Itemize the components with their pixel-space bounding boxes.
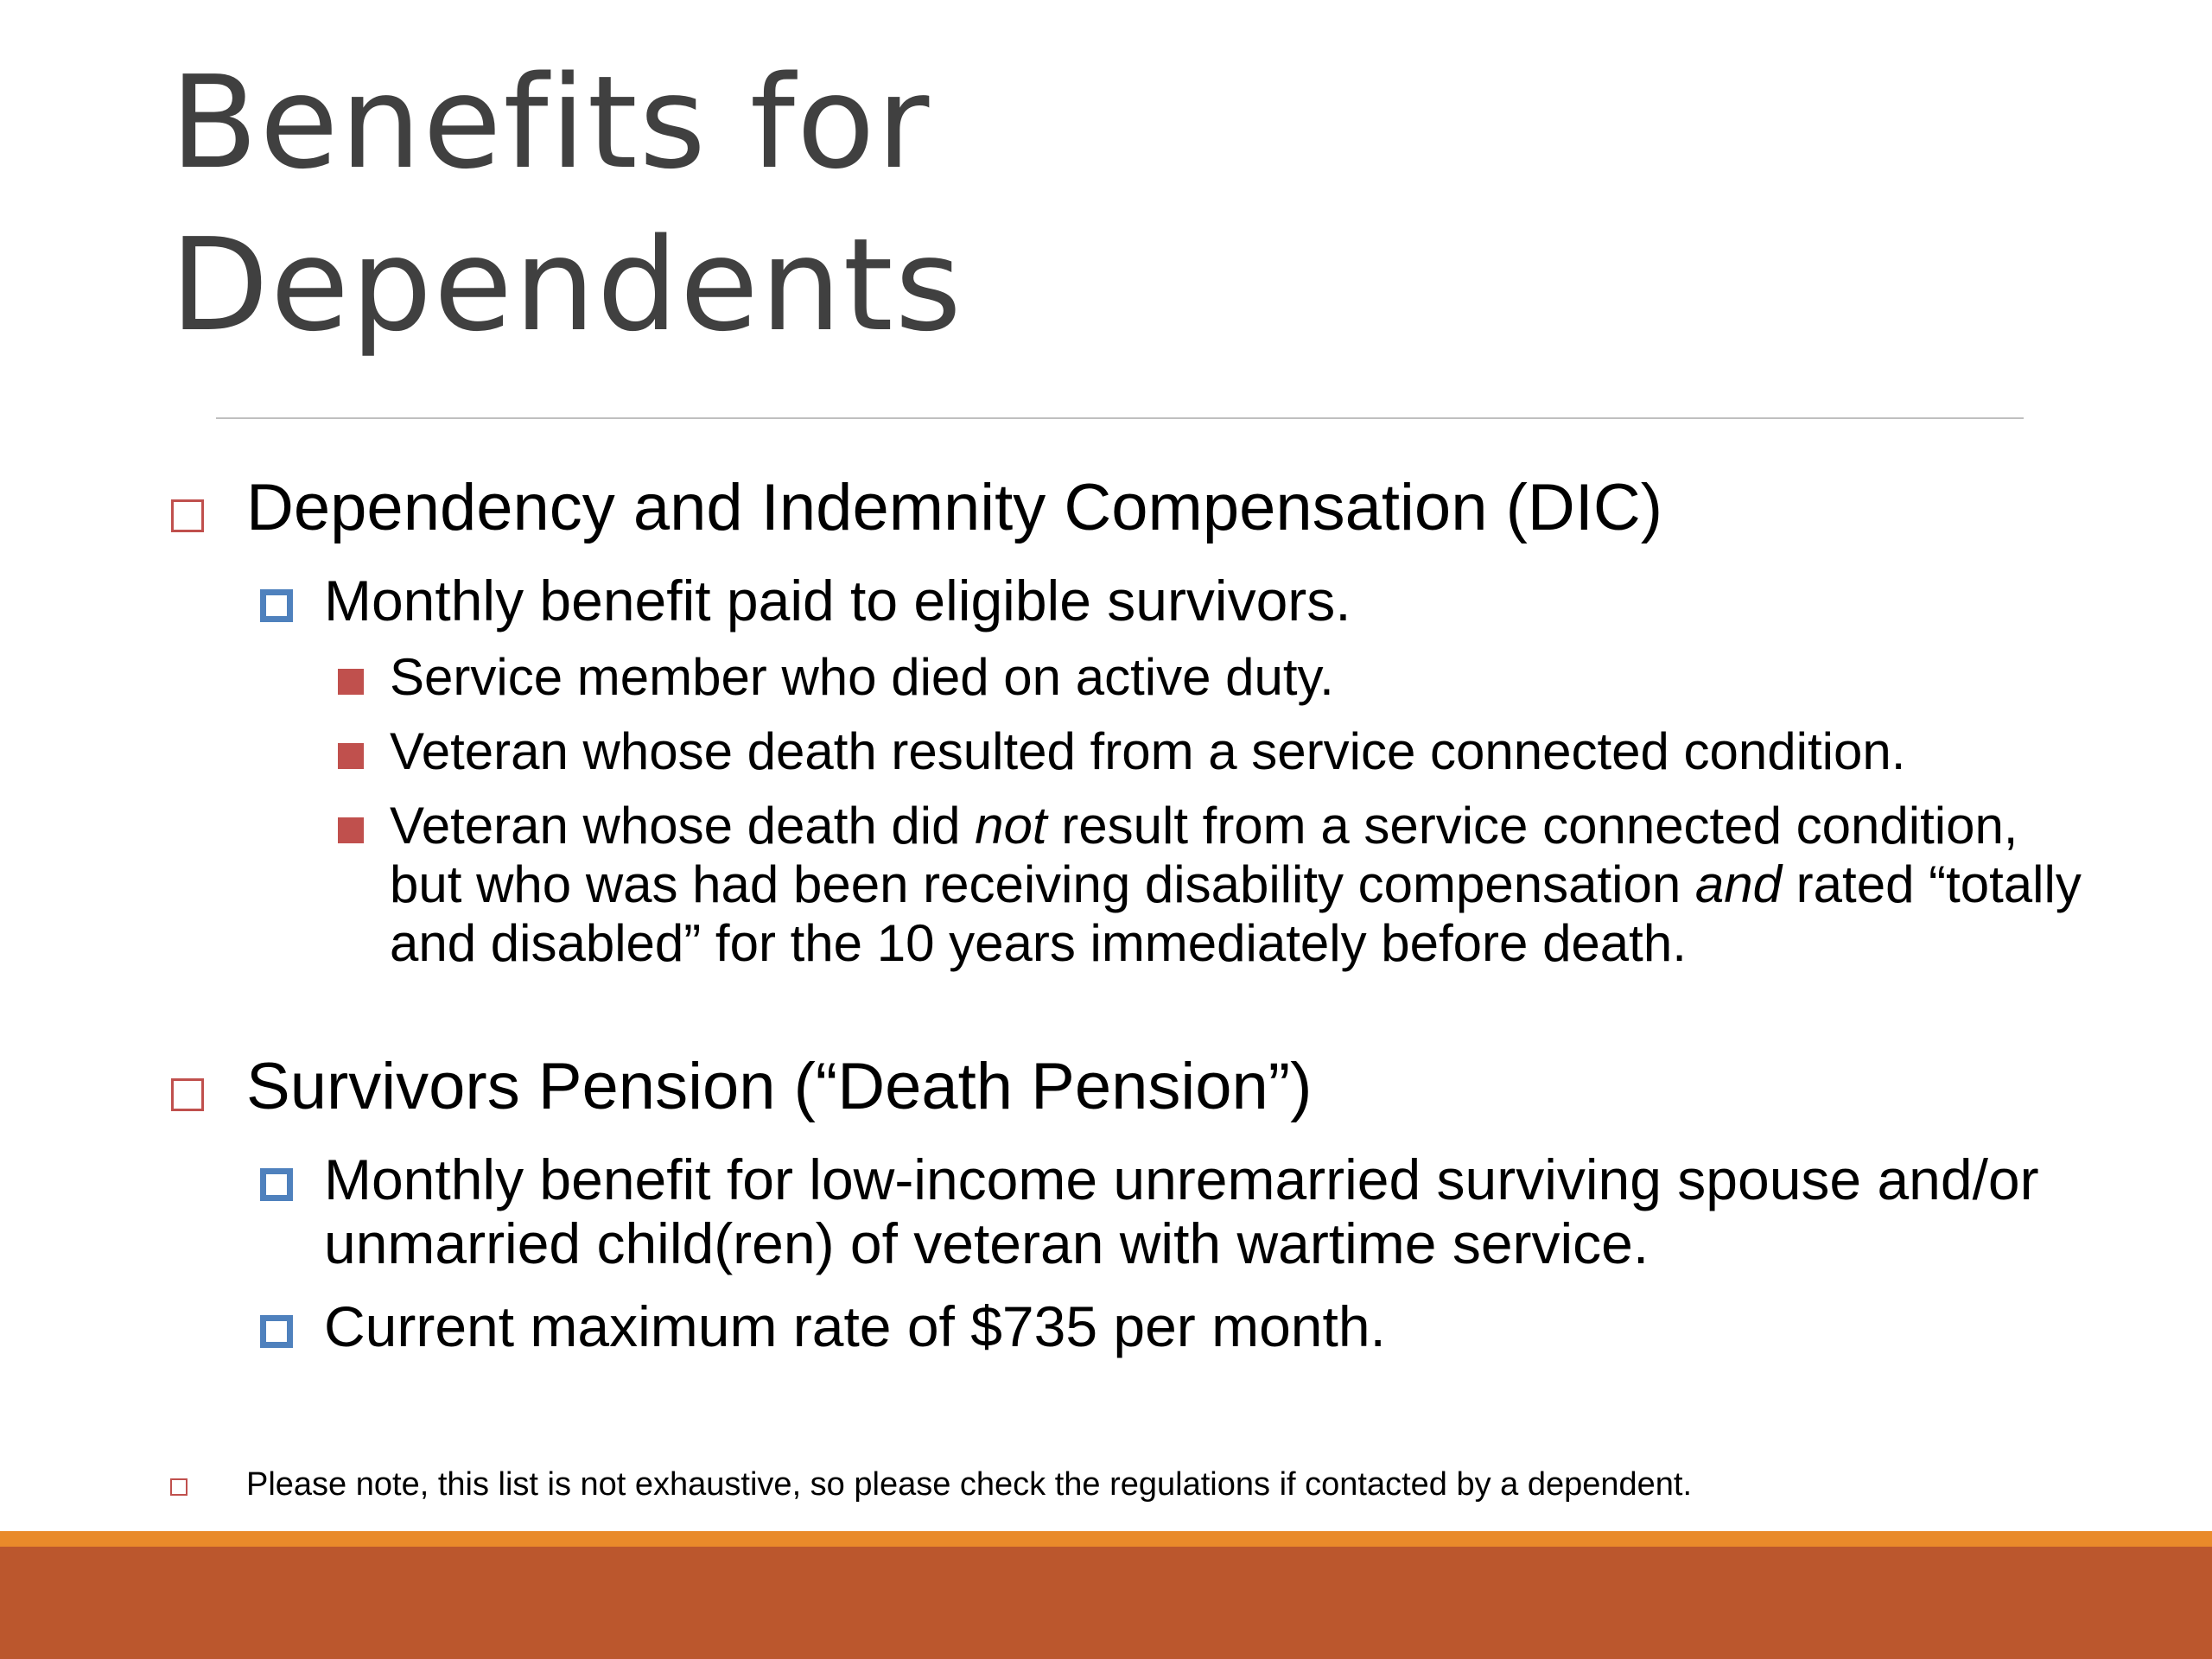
hollow-square-bullet-icon bbox=[260, 1315, 293, 1348]
solid-square-bullet-icon bbox=[338, 743, 364, 769]
sub-list-item-text bbox=[390, 797, 2101, 973]
list-item bbox=[324, 1147, 2095, 1275]
text-part: rated “totally and disabled” for the 10 years immediately before death. bbox=[390, 855, 2082, 972]
hollow-square-bullet-icon bbox=[170, 1478, 188, 1496]
hollow-square-bullet-icon bbox=[260, 1168, 293, 1201]
title-divider bbox=[216, 417, 2024, 419]
solid-square-bullet-icon bbox=[338, 669, 364, 695]
list-item-text: Current maximum rate of $735 per month. bbox=[324, 1294, 1386, 1358]
sub-list-item-text: Service member who died on active duty. bbox=[390, 648, 1334, 706]
section-heading-text: Dependency and Indemnity Compensation (DIC) bbox=[246, 471, 1663, 544]
text-part: Veteran whose death did bbox=[390, 797, 976, 855]
section-heading-text: Survivors Pension (“Death Pension”) bbox=[246, 1050, 1313, 1123]
slide-title: Benefits for Dependents bbox=[170, 48, 963, 359]
list-item-text: Monthly benefit paid to eligible survivors. bbox=[324, 569, 1351, 632]
footnote bbox=[246, 1465, 2147, 1504]
list-item-text: Monthly benefit for low-income unremarried surviving spouse and/or unmarried child(ren) of veteran with wartime service. bbox=[324, 1147, 2039, 1275]
footer-accent-bar bbox=[0, 1531, 2212, 1547]
hollow-square-bullet-icon bbox=[171, 499, 204, 532]
hollow-square-bullet-icon bbox=[260, 589, 293, 622]
sub-list-item bbox=[390, 797, 2101, 973]
footnote-text: Please note, this list is not exhaustive, so please check the regulations if contacted by a dependent. bbox=[246, 1466, 1693, 1503]
emphasis-and: and bbox=[1694, 855, 1783, 913]
list-item bbox=[324, 569, 2095, 632]
solid-square-bullet-icon bbox=[338, 817, 364, 843]
sub-list-item bbox=[390, 722, 2101, 781]
section-heading-survivors-pension bbox=[246, 1052, 2147, 1122]
hollow-square-bullet-icon bbox=[171, 1078, 204, 1111]
list-item bbox=[324, 1294, 2095, 1358]
footer-bar bbox=[0, 1547, 2212, 1659]
section-heading-dic bbox=[246, 471, 2147, 544]
sub-list-item bbox=[390, 648, 2101, 707]
sub-list-item-text: Veteran whose death resulted from a service connected condition. bbox=[390, 722, 1906, 780]
emphasis-not: not bbox=[975, 797, 1047, 855]
text-part: result from a service connected condition, but who was had been receiving disability compensation bbox=[390, 797, 2018, 913]
